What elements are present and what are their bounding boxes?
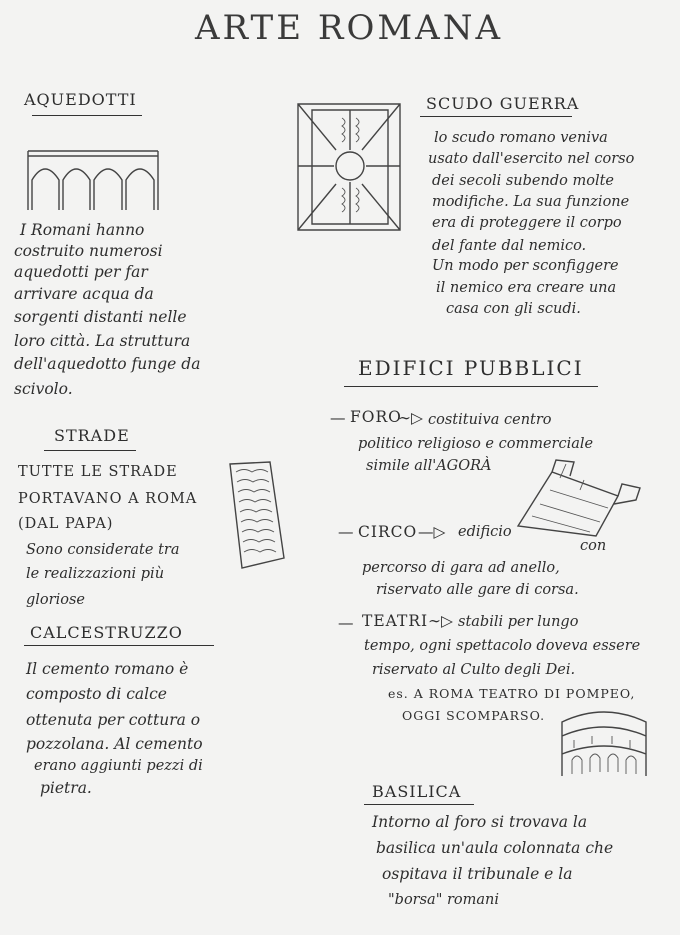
basilica-heading: BASILICA <box>372 782 462 801</box>
basilica-line-2: basilica un'aula colonnata che <box>376 839 614 857</box>
foro-line-1: costituiva centro <box>428 412 552 428</box>
strade-underline <box>44 450 136 451</box>
shield-sketch <box>294 100 406 234</box>
teatri-line-1: stabili per lungo <box>458 614 579 630</box>
calcestruzzo-line-3: ottenuta per cottura o <box>26 711 201 729</box>
scudo-line-2: usato dall'esercito nel corso <box>428 151 635 167</box>
edifici-heading: EDIFICI PUBBLICI <box>358 356 584 380</box>
teatri-label: TEATRI <box>362 612 429 630</box>
basilica-line-4: "borsa" romani <box>388 892 500 908</box>
strade-line-6: gloriose <box>26 592 85 608</box>
scudo-underline <box>420 116 572 117</box>
aquedotti-line-4: arrivare acqua da <box>14 285 154 303</box>
strade-line-3: (DAL PAPA) <box>18 516 114 532</box>
teatri-arrow: ∼▷ <box>428 612 453 630</box>
scudo-line-7: Un modo per sconfiggere <box>432 258 619 274</box>
circo-line-4: riservato alle gare di corsa. <box>376 582 579 598</box>
circo-line-2: con <box>580 538 607 554</box>
road-sketch <box>228 460 292 572</box>
teatri-dash: — <box>338 614 354 632</box>
basilica-line-1: Intorno al foro si trovava la <box>372 813 588 831</box>
strade-line-5: le realizzazioni più <box>26 566 165 582</box>
scudo-line-3: dei secoli subendo molte <box>432 173 614 189</box>
calcestruzzo-line-2: composto di calce <box>26 685 167 703</box>
aquedotti-line-8: scivolo. <box>14 380 73 398</box>
aquedotti-line-7: dell'aquedotto funge da <box>14 355 201 373</box>
scudo-line-4: modifiche. La sua funzione <box>432 194 630 210</box>
aquedotti-underline <box>32 115 142 116</box>
foro-line-2: politico religioso e commerciale <box>358 436 594 452</box>
scudo-line-8: il nemico era creare una <box>436 280 617 296</box>
theatre-sketch <box>558 700 650 780</box>
calcestruzzo-line-1: Il cemento romano è <box>26 660 189 678</box>
scudo-line-6: del fante dal nemico. <box>432 238 587 254</box>
strade-heading: STRADE <box>54 426 130 445</box>
foro-line-3: simile all'AGORÀ <box>366 458 492 474</box>
basilica-line-3: ospitava il tribunale e la <box>382 865 573 883</box>
foro-arrow: ∼▷ <box>398 409 423 427</box>
circo-arrow: —▷ <box>418 523 446 541</box>
circo-line-3: percorso di gara ad anello, <box>362 560 560 576</box>
strade-line-2: PORTAVANO A ROMA <box>18 491 198 507</box>
calcestruzzo-underline <box>24 645 214 646</box>
calcestruzzo-heading: CALCESTRUZZO <box>30 623 183 642</box>
calcestruzzo-line-6: pietra. <box>40 779 92 797</box>
foro-label: FORO <box>350 408 402 426</box>
scudo-line-1: lo scudo romano veniva <box>434 130 608 146</box>
calcestruzzo-line-4: pozzolana. Al cemento <box>26 735 203 753</box>
teatri-line-3: riservato al Culto degli Dei. <box>372 662 576 678</box>
circo-label: CIRCO <box>358 523 418 541</box>
teatri-line-4: es. A ROMA TEATRO DI POMPEO, <box>388 686 636 701</box>
aquedotti-line-6: loro città. La struttura <box>14 332 191 350</box>
scudo-line-9: casa con gli scudi. <box>446 301 581 317</box>
page-title: ARTE ROMANA <box>195 8 504 48</box>
scudo-line-5: era di proteggere il corpo <box>432 215 622 231</box>
aquedotti-line-3: aquedotti per far <box>14 263 148 281</box>
forum-sketch <box>510 456 644 540</box>
circo-line-1: edificio <box>458 524 512 540</box>
aquedotti-line-5: sorgenti distanti nelle <box>14 308 187 326</box>
edifici-underline <box>344 386 598 387</box>
basilica-underline <box>364 804 474 805</box>
circo-dash: — <box>338 523 354 541</box>
scudo-heading: SCUDO GUERRA <box>426 94 580 113</box>
strade-line-4: Sono considerate tra <box>26 542 180 558</box>
strade-line-1: TUTTE LE STRADE <box>18 464 178 480</box>
aquedotti-line-1: I Romani hanno <box>20 221 145 239</box>
aquedotti-heading: AQUEDOTTI <box>24 90 137 109</box>
calcestruzzo-line-5: erano aggiunti pezzi di <box>34 758 203 774</box>
foro-dash: — <box>330 409 347 427</box>
teatri-line-2: tempo, ogni spettacolo doveva essere <box>364 638 641 654</box>
aquedotti-line-2: costruito numerosi <box>14 242 163 260</box>
aqueduct-sketch <box>26 148 162 212</box>
teatri-line-5: OGGI SCOMPARSO. <box>402 708 546 723</box>
